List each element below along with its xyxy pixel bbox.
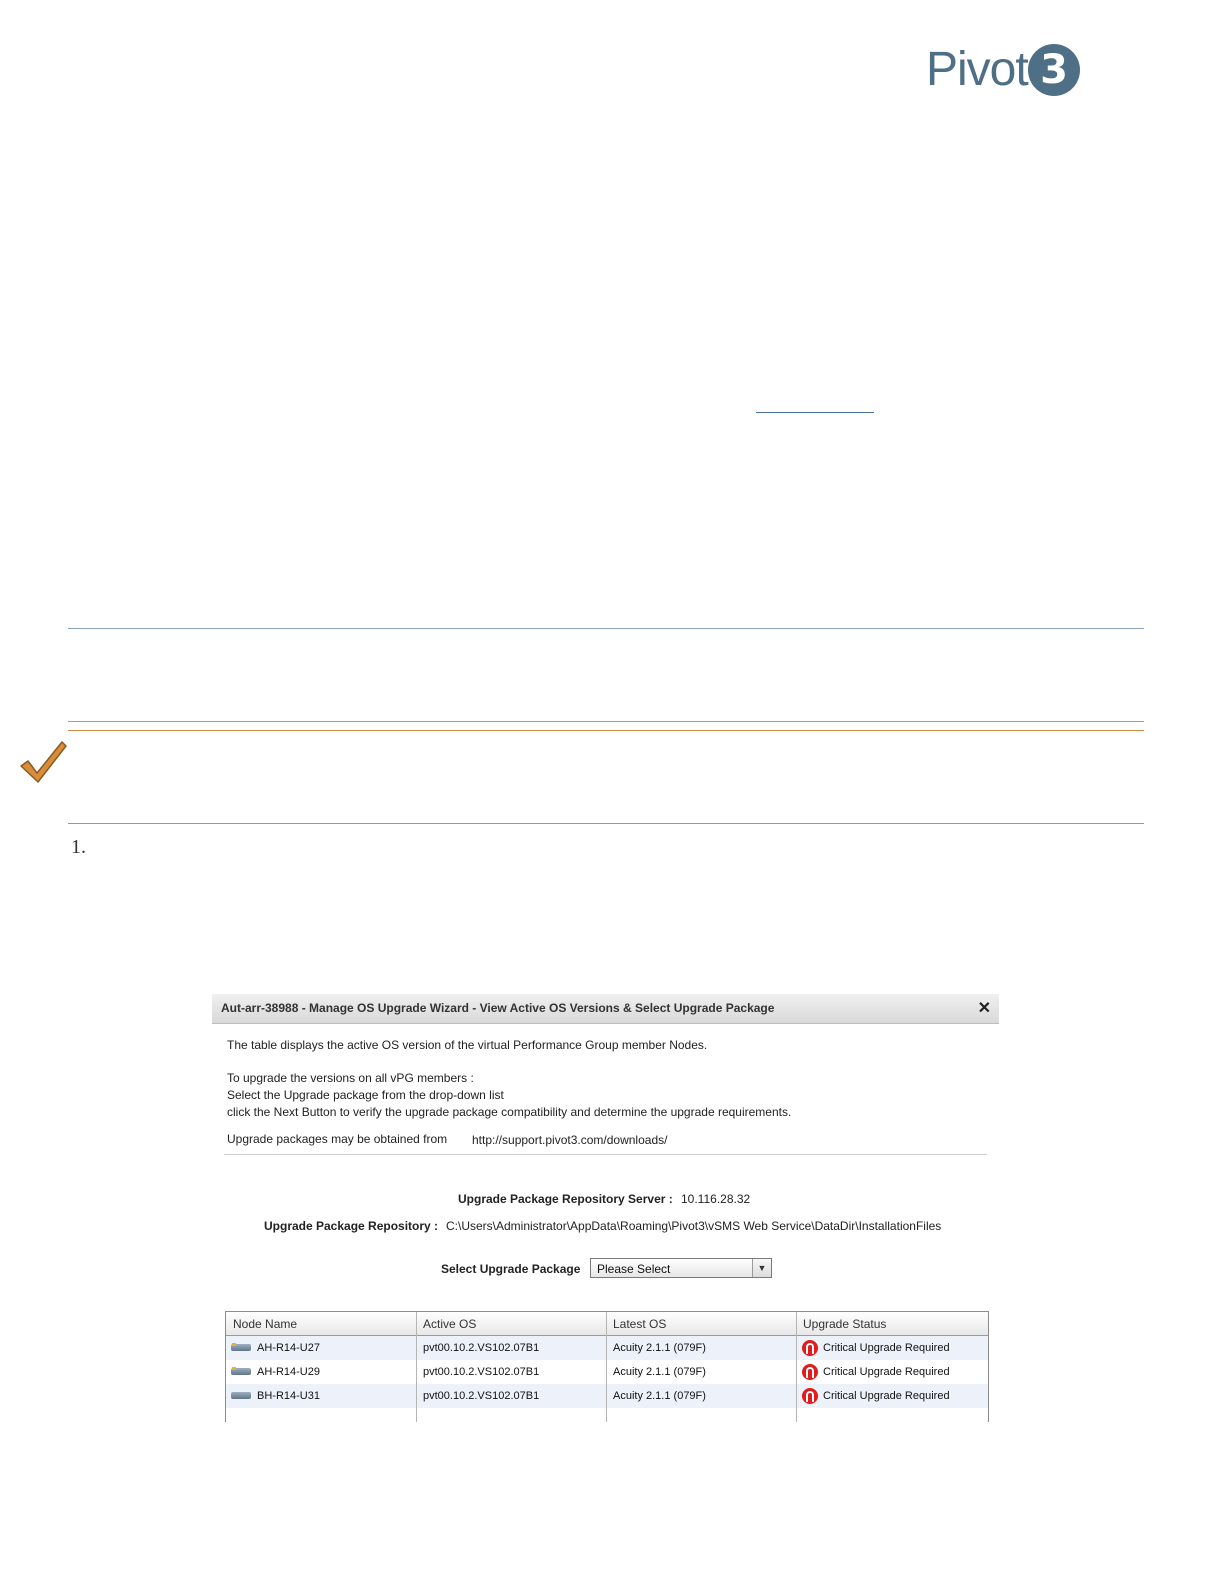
latest-os-cell: Acuity 2.1.1 (079F) [613,1390,706,1402]
node-amber-icon [231,1344,251,1351]
critical-alert-icon [802,1364,818,1380]
step-1-text: Select the Upgrade package from the drop-down list [227,1088,504,1102]
status-text: Critical Upgrade Required [823,1366,950,1378]
node-name-cell: BH-R14-U31 [257,1390,320,1402]
select-value: Please Select [597,1262,671,1276]
divider-orange [68,823,1144,824]
node-name-cell: AH-R14-U29 [257,1366,320,1378]
steps-heading: To upgrade the versions on all vPG members : [227,1071,474,1085]
critical-alert-icon [802,1388,818,1404]
hyperlink-underline[interactable] [756,412,874,413]
divider-blue [68,628,1144,629]
column-divider [796,1312,797,1422]
node-os-table [225,1311,989,1422]
downloads-link[interactable]: http://support.pivot3.com/downloads/ [472,1133,668,1147]
dialog-separator [224,1154,987,1155]
col-header-node-name[interactable]: Node Name [233,1317,298,1331]
repo-path-label: Upgrade Package Repository : [264,1219,439,1233]
table-row[interactable] [226,1360,988,1384]
latest-os-cell: Acuity 2.1.1 (079F) [613,1342,706,1354]
logo-wordmark: Pivot [926,43,1028,96]
column-divider [416,1312,417,1422]
checkmark-icon [18,740,68,786]
node-name-cell: AH-R14-U27 [257,1342,320,1354]
pivot3-logo [926,40,1086,102]
col-header-upgrade-status[interactable]: Upgrade Status [803,1317,887,1331]
column-divider [606,1312,607,1422]
chevron-down-icon[interactable]: ▼ [752,1259,771,1277]
intro-text: The table displays the active OS version of the virtual Performance Group member Nodes. [227,1038,708,1052]
critical-alert-icon [802,1340,818,1356]
status-cell [798,1384,988,1408]
step-2-text: click the Next Button to verify the upgrade package compatibility and determine the upgrade requirements. [227,1105,792,1119]
repo-server-value: 10.116.28.32 [681,1192,751,1206]
col-header-latest-os[interactable]: Latest OS [613,1317,667,1331]
list-number: 1. [71,836,86,858]
table-header [226,1312,988,1336]
os-upgrade-wizard-dialog [212,994,999,1422]
close-icon[interactable]: ✕ [977,1000,991,1017]
table-row[interactable] [226,1336,988,1360]
repo-path-value: C:\Users\Administrator\AppData\Roaming\Pivot3\vSMS Web Service\DataDir\InstallationFiles [446,1219,942,1233]
upgrade-package-select[interactable] [590,1258,772,1278]
obtain-label: Upgrade packages may be obtained from [227,1132,448,1146]
status-text: Critical Upgrade Required [823,1342,950,1354]
node-icon [231,1392,251,1399]
col-header-active-os[interactable]: Active OS [423,1317,477,1331]
active-os-cell: pvt00.10.2.VS102.07B1 [423,1390,540,1402]
dialog-title-bar [212,994,999,1024]
latest-os-cell: Acuity 2.1.1 (079F) [613,1366,706,1378]
repo-server-label: Upgrade Package Repository Server : [458,1192,673,1206]
status-text: Critical Upgrade Required [823,1390,950,1402]
logo-numeral-circle: 3 [1028,44,1080,96]
divider-blue [68,721,1144,722]
active-os-cell: pvt00.10.2.VS102.07B1 [423,1342,540,1354]
status-cell [798,1360,988,1384]
dialog-title: Aut-arr-38988 - Manage OS Upgrade Wizard - View Active OS Versions & Select Upgrade Package [221,1001,775,1015]
node-amber-icon [231,1368,251,1375]
select-package-label: Select Upgrade Package [441,1262,581,1276]
divider-orange [68,730,1144,731]
table-row[interactable] [226,1384,988,1408]
status-cell [798,1336,988,1360]
active-os-cell: pvt00.10.2.VS102.07B1 [423,1366,540,1378]
